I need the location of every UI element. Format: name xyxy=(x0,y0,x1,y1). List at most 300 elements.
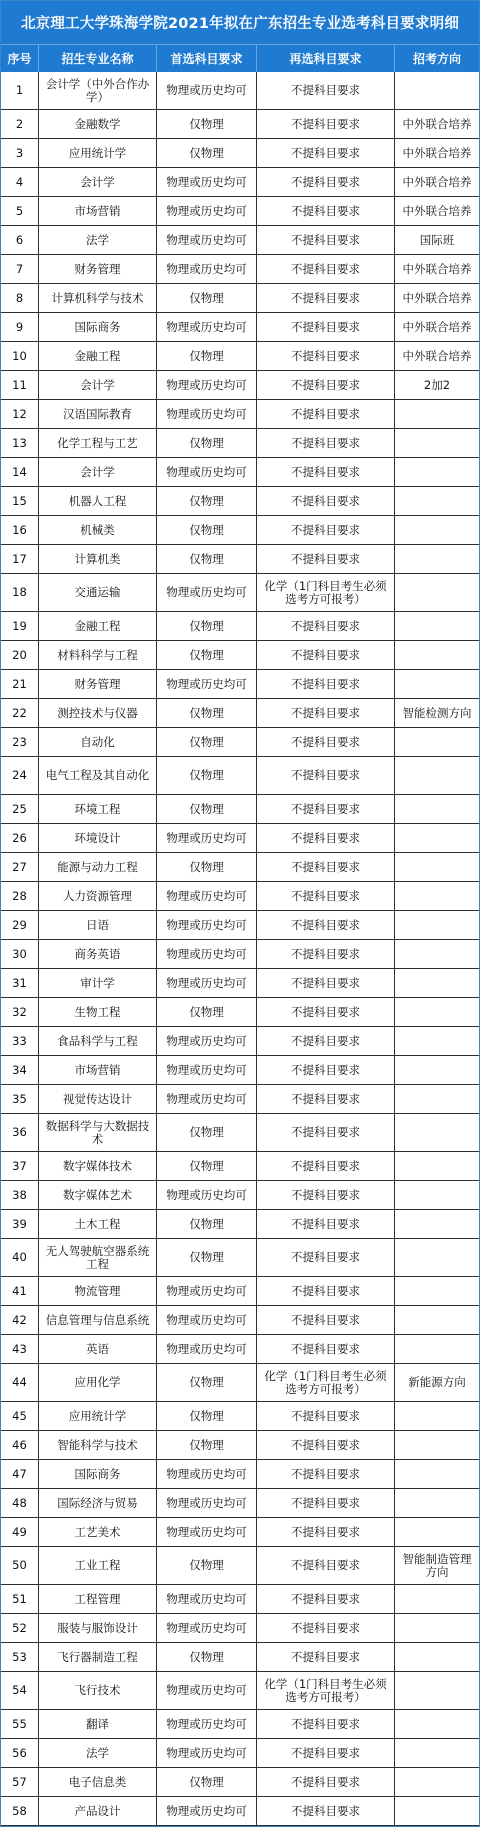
major-name: 服装与服饰设计 xyxy=(39,1614,157,1643)
first-subject: 物理或历史均可 xyxy=(157,1739,257,1768)
first-subject: 物理或历史均可 xyxy=(157,72,257,110)
row-index: 24 xyxy=(1,757,39,795)
table-row xyxy=(1,284,479,313)
row-index: 18 xyxy=(1,574,39,612)
direction xyxy=(395,429,479,458)
row-index: 56 xyxy=(1,1739,39,1768)
second-subject: 不提科目要求 xyxy=(257,1056,395,1085)
table-row xyxy=(1,612,479,641)
first-subject: 物理或历史均可 xyxy=(157,1306,257,1335)
direction xyxy=(395,1085,479,1114)
direction xyxy=(395,487,479,516)
direction xyxy=(395,574,479,612)
direction: 中外联合培养 xyxy=(395,313,479,342)
direction xyxy=(395,911,479,940)
major-name: 汉语国际教育 xyxy=(39,400,157,429)
row-index: 16 xyxy=(1,516,39,545)
second-subject: 不提科目要求 xyxy=(257,998,395,1027)
first-subject: 仅物理 xyxy=(157,1643,257,1672)
first-subject: 仅物理 xyxy=(157,1210,257,1239)
second-subject: 不提科目要求 xyxy=(257,1739,395,1768)
second-subject: 不提科目要求 xyxy=(257,853,395,882)
row-index: 38 xyxy=(1,1181,39,1210)
direction xyxy=(395,969,479,998)
table-row xyxy=(1,429,479,458)
table-row xyxy=(1,1768,479,1797)
second-subject: 不提科目要求 xyxy=(257,1431,395,1460)
row-index: 17 xyxy=(1,545,39,574)
row-index: 54 xyxy=(1,1672,39,1710)
row-index: 33 xyxy=(1,1027,39,1056)
first-subject: 仅物理 xyxy=(157,1402,257,1431)
row-index: 57 xyxy=(1,1768,39,1797)
second-subject: 不提科目要求 xyxy=(257,110,395,139)
header-index: 序号 xyxy=(1,45,39,72)
row-index: 47 xyxy=(1,1460,39,1489)
second-subject: 不提科目要求 xyxy=(257,1027,395,1056)
major-name: 工程管理 xyxy=(39,1585,157,1614)
table-row xyxy=(1,940,479,969)
first-subject: 物理或历史均可 xyxy=(157,197,257,226)
table-row xyxy=(1,1027,479,1056)
major-name: 智能科学与技术 xyxy=(39,1431,157,1460)
first-subject: 物理或历史均可 xyxy=(157,574,257,612)
direction xyxy=(395,641,479,670)
table-row xyxy=(1,313,479,342)
header-second-subject: 再选科目要求 xyxy=(257,45,395,72)
row-index: 43 xyxy=(1,1335,39,1364)
second-subject: 不提科目要求 xyxy=(257,699,395,728)
second-subject: 不提科目要求 xyxy=(257,516,395,545)
direction: 中外联合培养 xyxy=(395,110,479,139)
second-subject: 不提科目要求 xyxy=(257,1210,395,1239)
row-index: 26 xyxy=(1,824,39,853)
second-subject: 不提科目要求 xyxy=(257,197,395,226)
table-row xyxy=(1,1431,479,1460)
direction xyxy=(395,1797,479,1826)
first-subject: 物理或历史均可 xyxy=(157,1335,257,1364)
second-subject: 不提科目要求 xyxy=(257,969,395,998)
first-subject: 仅物理 xyxy=(157,284,257,313)
major-name: 化学工程与工艺 xyxy=(39,429,157,458)
major-name: 数字媒体技术 xyxy=(39,1152,157,1181)
direction: 中外联合培养 xyxy=(395,342,479,371)
header-direction: 招考方向 xyxy=(412,52,461,66)
direction xyxy=(395,1518,479,1547)
direction xyxy=(395,72,479,110)
second-subject: 不提科目要求 xyxy=(257,284,395,313)
major-name: 产品设计 xyxy=(39,1797,157,1826)
table-row xyxy=(1,1797,479,1826)
table-row xyxy=(1,911,479,940)
row-index: 11 xyxy=(1,371,39,400)
row-index: 40 xyxy=(1,1239,39,1277)
second-subject: 不提科目要求 xyxy=(257,487,395,516)
direction xyxy=(395,1152,479,1181)
second-subject: 不提科目要求 xyxy=(257,1710,395,1739)
row-index: 27 xyxy=(1,853,39,882)
table-row xyxy=(1,1277,479,1306)
major-name: 工艺美术 xyxy=(39,1518,157,1547)
second-subject: 不提科目要求 xyxy=(257,1797,395,1826)
table-row xyxy=(1,545,479,574)
first-subject: 仅物理 xyxy=(157,1431,257,1460)
table-row xyxy=(1,1518,479,1547)
table-row xyxy=(1,1210,479,1239)
second-subject: 不提科目要求 xyxy=(257,612,395,641)
major-name: 物流管理 xyxy=(39,1277,157,1306)
direction xyxy=(395,1181,479,1210)
direction: 国际班 xyxy=(395,226,479,255)
direction xyxy=(395,1460,479,1489)
major-name: 国际商务 xyxy=(39,1460,157,1489)
second-subject: 不提科目要求 xyxy=(257,1518,395,1547)
header-major: 招生专业名称 xyxy=(39,45,157,72)
direction xyxy=(395,1277,479,1306)
row-index: 48 xyxy=(1,1489,39,1518)
second-subject: 不提科目要求 xyxy=(257,728,395,757)
direction xyxy=(395,612,479,641)
first-subject: 物理或历史均可 xyxy=(157,1585,257,1614)
row-index: 5 xyxy=(1,197,39,226)
major-name: 国际商务 xyxy=(39,313,157,342)
second-subject: 不提科目要求 xyxy=(257,757,395,795)
table-row xyxy=(1,1152,479,1181)
row-index: 34 xyxy=(1,1056,39,1085)
table-row xyxy=(1,1672,479,1710)
row-index: 10 xyxy=(1,342,39,371)
row-index: 55 xyxy=(1,1710,39,1739)
second-subject: 不提科目要求 xyxy=(257,1277,395,1306)
second-subject: 化学（1门科目考生必须选考方可报考） xyxy=(257,1364,395,1402)
major-name: 材料科学与工程 xyxy=(39,641,157,670)
direction xyxy=(395,400,479,429)
major-name: 财务管理 xyxy=(39,255,157,284)
table-row xyxy=(1,1614,479,1643)
row-index: 39 xyxy=(1,1210,39,1239)
table-row xyxy=(1,853,479,882)
direction xyxy=(395,1431,479,1460)
direction: 新能源方向 xyxy=(395,1364,479,1402)
direction xyxy=(395,795,479,824)
major-name: 食品科学与工程 xyxy=(39,1027,157,1056)
direction xyxy=(395,1672,479,1710)
row-index: 50 xyxy=(1,1547,39,1585)
major-name: 计算机类 xyxy=(39,545,157,574)
first-subject: 物理或历史均可 xyxy=(157,1672,257,1710)
second-subject: 不提科目要求 xyxy=(257,1306,395,1335)
table-row xyxy=(1,1239,479,1277)
major-name: 交通运输 xyxy=(39,574,157,612)
row-index: 23 xyxy=(1,728,39,757)
row-index: 46 xyxy=(1,1431,39,1460)
row-index: 58 xyxy=(1,1797,39,1826)
direction xyxy=(395,1614,479,1643)
row-index: 1 xyxy=(1,72,39,110)
first-subject: 物理或历史均可 xyxy=(157,1489,257,1518)
first-subject: 仅物理 xyxy=(157,516,257,545)
table-row xyxy=(1,197,479,226)
row-index: 32 xyxy=(1,998,39,1027)
first-subject: 物理或历史均可 xyxy=(157,255,257,284)
table-row xyxy=(1,371,479,400)
second-subject: 不提科目要求 xyxy=(257,1547,395,1585)
major-name: 金融工程 xyxy=(39,612,157,641)
major-name: 飞行器制造工程 xyxy=(39,1643,157,1672)
table-row xyxy=(1,487,479,516)
page-title: 北京理工大学珠海学院2021年拟在广东招生专业选考科目要求明细 xyxy=(1,1,479,44)
table-row xyxy=(1,1085,479,1114)
first-subject: 仅物理 xyxy=(157,1239,257,1277)
major-name: 电子信息类 xyxy=(39,1768,157,1797)
table-row xyxy=(1,1547,479,1585)
row-index: 12 xyxy=(1,400,39,429)
second-subject: 不提科目要求 xyxy=(257,824,395,853)
major-name: 市场营销 xyxy=(39,197,157,226)
first-subject: 物理或历史均可 xyxy=(157,1027,257,1056)
first-subject: 仅物理 xyxy=(157,1547,257,1585)
major-name: 测控技术与仪器 xyxy=(39,699,157,728)
major-name: 土木工程 xyxy=(39,1210,157,1239)
row-index: 45 xyxy=(1,1402,39,1431)
table-row xyxy=(1,1710,479,1739)
table-row xyxy=(1,110,479,139)
major-name: 日语 xyxy=(39,911,157,940)
direction xyxy=(395,1239,479,1277)
first-subject: 物理或历史均可 xyxy=(157,1181,257,1210)
second-subject: 不提科目要求 xyxy=(257,1402,395,1431)
major-name: 法学 xyxy=(39,1739,157,1768)
first-subject: 物理或历史均可 xyxy=(157,313,257,342)
table-row xyxy=(1,1739,479,1768)
major-name: 金融数学 xyxy=(39,110,157,139)
direction xyxy=(395,1643,479,1672)
major-name: 电气工程及其自动化 xyxy=(39,757,157,795)
direction: 中外联合培养 xyxy=(395,284,479,313)
direction xyxy=(395,1710,479,1739)
second-subject: 不提科目要求 xyxy=(257,168,395,197)
second-subject: 化学（1门科目考生必须选考方可报考） xyxy=(257,1672,395,1710)
second-subject: 不提科目要求 xyxy=(257,139,395,168)
second-subject: 不提科目要求 xyxy=(257,940,395,969)
direction xyxy=(395,458,479,487)
second-subject: 不提科目要求 xyxy=(257,342,395,371)
direction xyxy=(395,728,479,757)
first-subject: 仅物理 xyxy=(157,342,257,371)
row-index: 28 xyxy=(1,882,39,911)
table-row xyxy=(1,139,479,168)
first-subject: 仅物理 xyxy=(157,728,257,757)
direction xyxy=(395,1402,479,1431)
row-index: 52 xyxy=(1,1614,39,1643)
table-row xyxy=(1,641,479,670)
first-subject: 物理或历史均可 xyxy=(157,1797,257,1826)
major-name: 能源与动力工程 xyxy=(39,853,157,882)
direction xyxy=(395,1306,479,1335)
first-subject: 仅物理 xyxy=(157,429,257,458)
first-subject: 仅物理 xyxy=(157,487,257,516)
table-body xyxy=(1,72,479,1826)
direction xyxy=(395,1027,479,1056)
major-name: 机械类 xyxy=(39,516,157,545)
first-subject: 仅物理 xyxy=(157,612,257,641)
table-row xyxy=(1,255,479,284)
major-name: 人力资源管理 xyxy=(39,882,157,911)
major-name: 应用统计学 xyxy=(39,1402,157,1431)
table-row xyxy=(1,795,479,824)
first-subject: 仅物理 xyxy=(157,1114,257,1152)
first-subject: 物理或历史均可 xyxy=(157,400,257,429)
table-row xyxy=(1,1306,479,1335)
table-row xyxy=(1,1643,479,1672)
major-name: 国际经济与贸易 xyxy=(39,1489,157,1518)
major-name: 会计学 xyxy=(39,458,157,487)
header-first-subject: 首选科目要求 xyxy=(157,45,257,72)
row-index: 35 xyxy=(1,1085,39,1114)
first-subject: 仅物理 xyxy=(157,795,257,824)
major-name: 工业工程 xyxy=(39,1547,157,1585)
first-subject: 物理或历史均可 xyxy=(157,168,257,197)
first-subject: 仅物理 xyxy=(157,1768,257,1797)
table-row xyxy=(1,226,479,255)
direction xyxy=(395,545,479,574)
major-name: 会计学（中外合作办学） xyxy=(39,72,157,110)
first-subject: 物理或历史均可 xyxy=(157,226,257,255)
direction xyxy=(395,853,479,882)
direction xyxy=(395,516,479,545)
second-subject: 不提科目要求 xyxy=(257,429,395,458)
row-index: 37 xyxy=(1,1152,39,1181)
row-index: 30 xyxy=(1,940,39,969)
direction: 2加2 xyxy=(395,371,479,400)
row-index: 14 xyxy=(1,458,39,487)
second-subject: 不提科目要求 xyxy=(257,1152,395,1181)
row-index: 44 xyxy=(1,1364,39,1402)
second-subject: 不提科目要求 xyxy=(257,1335,395,1364)
direction xyxy=(395,998,479,1027)
table-row xyxy=(1,1364,479,1402)
first-subject: 仅物理 xyxy=(157,853,257,882)
row-index: 15 xyxy=(1,487,39,516)
table-row xyxy=(1,1489,479,1518)
second-subject: 不提科目要求 xyxy=(257,226,395,255)
major-name: 无人驾驶航空器系统工程 xyxy=(39,1239,157,1277)
second-subject: 不提科目要求 xyxy=(257,795,395,824)
major-name: 应用统计学 xyxy=(39,139,157,168)
second-subject: 化学（1门科目考生必须选考方可报考） xyxy=(257,574,395,612)
table-row xyxy=(1,1114,479,1152)
row-index: 36 xyxy=(1,1114,39,1152)
first-subject: 物理或历史均可 xyxy=(157,371,257,400)
row-index: 53 xyxy=(1,1643,39,1672)
major-name: 信息管理与信息系统 xyxy=(39,1306,157,1335)
row-index: 6 xyxy=(1,226,39,255)
major-name: 环境设计 xyxy=(39,824,157,853)
table-row xyxy=(1,516,479,545)
second-subject: 不提科目要求 xyxy=(257,1181,395,1210)
table-row xyxy=(1,882,479,911)
first-subject: 仅物理 xyxy=(157,757,257,795)
first-subject: 物理或历史均可 xyxy=(157,969,257,998)
row-index: 22 xyxy=(1,699,39,728)
major-name: 应用化学 xyxy=(39,1364,157,1402)
major-name: 财务管理 xyxy=(39,670,157,699)
row-index: 8 xyxy=(1,284,39,313)
direction xyxy=(395,1335,479,1364)
direction xyxy=(395,824,479,853)
table-row xyxy=(1,1460,479,1489)
major-name: 计算机科学与技术 xyxy=(39,284,157,313)
second-subject: 不提科目要求 xyxy=(257,1489,395,1518)
table-row xyxy=(1,824,479,853)
row-index: 41 xyxy=(1,1277,39,1306)
second-subject: 不提科目要求 xyxy=(257,1460,395,1489)
direction xyxy=(395,1585,479,1614)
second-subject: 不提科目要求 xyxy=(257,545,395,574)
major-name: 会计学 xyxy=(39,371,157,400)
first-subject: 仅物理 xyxy=(157,139,257,168)
major-name: 飞行技术 xyxy=(39,1672,157,1710)
major-name: 会计学 xyxy=(39,168,157,197)
first-subject: 仅物理 xyxy=(157,545,257,574)
row-index: 13 xyxy=(1,429,39,458)
row-index: 19 xyxy=(1,612,39,641)
major-name: 数据科学与大数据技术 xyxy=(39,1114,157,1152)
direction: 中外联合培养 xyxy=(395,168,479,197)
direction: 中外联合培养 xyxy=(395,139,479,168)
direction xyxy=(395,1114,479,1152)
direction xyxy=(395,1489,479,1518)
second-subject: 不提科目要求 xyxy=(257,1643,395,1672)
table-row xyxy=(1,400,479,429)
first-subject: 物理或历史均可 xyxy=(157,1710,257,1739)
first-subject: 物理或历史均可 xyxy=(157,911,257,940)
first-subject: 物理或历史均可 xyxy=(157,1056,257,1085)
row-index: 9 xyxy=(1,313,39,342)
table-row xyxy=(1,699,479,728)
second-subject: 不提科目要求 xyxy=(257,882,395,911)
table-row xyxy=(1,757,479,795)
row-index: 21 xyxy=(1,670,39,699)
major-name: 自动化 xyxy=(39,728,157,757)
table-row xyxy=(1,342,479,371)
first-subject: 仅物理 xyxy=(157,641,257,670)
second-subject: 不提科目要求 xyxy=(257,911,395,940)
table-row xyxy=(1,72,479,110)
table-row xyxy=(1,1402,479,1431)
second-subject: 不提科目要求 xyxy=(257,1239,395,1277)
row-index: 3 xyxy=(1,139,39,168)
first-subject: 物理或历史均可 xyxy=(157,1614,257,1643)
direction xyxy=(395,940,479,969)
major-name: 视觉传达设计 xyxy=(39,1085,157,1114)
major-name: 翻译 xyxy=(39,1710,157,1739)
major-name: 市场营销 xyxy=(39,1056,157,1085)
first-subject: 物理或历史均可 xyxy=(157,1277,257,1306)
table-row xyxy=(1,168,479,197)
second-subject: 不提科目要求 xyxy=(257,1085,395,1114)
table-header xyxy=(1,44,479,72)
second-subject: 不提科目要求 xyxy=(257,255,395,284)
second-subject: 不提科目要求 xyxy=(257,1114,395,1152)
direction: 智能检测方向 xyxy=(395,699,479,728)
first-subject: 物理或历史均可 xyxy=(157,940,257,969)
second-subject: 不提科目要求 xyxy=(257,72,395,110)
table-row xyxy=(1,1335,479,1364)
second-subject: 不提科目要求 xyxy=(257,458,395,487)
direction: 智能制造管理方向 xyxy=(395,1547,479,1585)
row-index: 51 xyxy=(1,1585,39,1614)
